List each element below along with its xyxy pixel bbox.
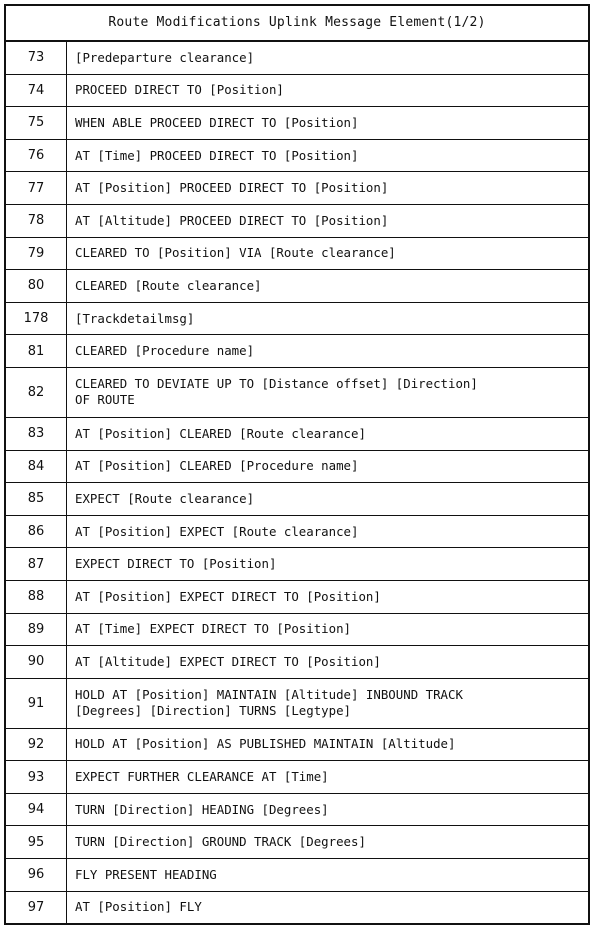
message-number: 178 bbox=[6, 303, 67, 335]
message-text: HOLD AT [Position] MAINTAIN [Altitude] INBOUND TRACK [Degrees] [Direction] TURNS [Legtype] bbox=[75, 687, 463, 719]
message-number: 97 bbox=[6, 892, 67, 924]
table-row bbox=[6, 581, 588, 614]
table-row bbox=[6, 614, 588, 647]
message-text: TURN [Direction] HEADING [Degrees] bbox=[75, 801, 329, 817]
message-number: 95 bbox=[6, 826, 67, 858]
message-text: EXPECT FURTHER CLEARANCE AT [Time] bbox=[75, 769, 329, 785]
message-text: FLY PRESENT HEADING bbox=[75, 866, 217, 882]
message-number: 83 bbox=[6, 418, 67, 450]
message-text: WHEN ABLE PROCEED DIRECT TO [Position] bbox=[75, 114, 359, 130]
message-text: AT [Position] FLY bbox=[75, 899, 202, 915]
table-row bbox=[6, 548, 588, 581]
message-number: 91 bbox=[6, 679, 67, 728]
message-number: 92 bbox=[6, 729, 67, 761]
message-number: 84 bbox=[6, 451, 67, 483]
table-row bbox=[6, 679, 588, 729]
table-body bbox=[6, 42, 588, 923]
message-text: AT [Position] EXPECT DIRECT TO [Position] bbox=[75, 588, 381, 604]
message-number: 93 bbox=[6, 761, 67, 793]
message-number: 96 bbox=[6, 859, 67, 891]
message-number: 78 bbox=[6, 205, 67, 237]
table-row bbox=[6, 729, 588, 762]
message-text: [Trackdetailmsg] bbox=[75, 310, 195, 326]
table-row bbox=[6, 42, 588, 75]
message-number: 87 bbox=[6, 548, 67, 580]
table-row bbox=[6, 368, 588, 418]
message-number: 86 bbox=[6, 516, 67, 548]
table-row bbox=[6, 205, 588, 238]
message-text: AT [Position] CLEARED [Route clearance] bbox=[75, 425, 366, 441]
table-row bbox=[6, 107, 588, 140]
message-number: 85 bbox=[6, 483, 67, 515]
message-text: AT [Position] EXPECT [Route clearance] bbox=[75, 523, 359, 539]
message-number: 77 bbox=[6, 172, 67, 204]
message-text: AT [Time] EXPECT DIRECT TO [Position] bbox=[75, 621, 352, 637]
message-number: 75 bbox=[6, 107, 67, 139]
table-row bbox=[6, 483, 588, 516]
table-row bbox=[6, 794, 588, 827]
message-number: 89 bbox=[6, 614, 67, 646]
message-text: CLEARED TO DEVIATE UP TO [Distance offset] [Direction] OF ROUTE bbox=[75, 376, 478, 408]
table-row bbox=[6, 646, 588, 679]
table-row bbox=[6, 859, 588, 892]
table-row bbox=[6, 270, 588, 303]
message-number: 79 bbox=[6, 238, 67, 270]
message-number: 74 bbox=[6, 75, 67, 107]
table-row bbox=[6, 451, 588, 484]
message-text: EXPECT DIRECT TO [Position] bbox=[75, 556, 277, 572]
message-text: CLEARED TO [Position] VIA [Route clearance] bbox=[75, 245, 396, 261]
message-number: 90 bbox=[6, 646, 67, 678]
message-number: 82 bbox=[6, 368, 67, 417]
table-row bbox=[6, 335, 588, 368]
table-title: Route Modifications Uplink Message Element(1/2) bbox=[6, 6, 588, 42]
message-text: AT [Altitude] EXPECT DIRECT TO [Position] bbox=[75, 653, 381, 669]
table-row bbox=[6, 238, 588, 271]
table-row bbox=[6, 826, 588, 859]
message-text: CLEARED [Route clearance] bbox=[75, 277, 262, 293]
message-number: 94 bbox=[6, 794, 67, 826]
message-element-table bbox=[4, 4, 590, 925]
message-text: EXPECT [Route clearance] bbox=[75, 490, 255, 506]
message-text: CLEARED [Procedure name] bbox=[75, 343, 255, 359]
message-text: AT [Altitude] PROCEED DIRECT TO [Position] bbox=[75, 212, 389, 228]
table-row bbox=[6, 516, 588, 549]
message-text: HOLD AT [Position] AS PUBLISHED MAINTAIN [Altitude] bbox=[75, 736, 456, 752]
table-row bbox=[6, 761, 588, 794]
table-row bbox=[6, 172, 588, 205]
table-row bbox=[6, 303, 588, 336]
message-number: 80 bbox=[6, 270, 67, 302]
table-row bbox=[6, 75, 588, 108]
table-row bbox=[6, 418, 588, 451]
table-row bbox=[6, 140, 588, 173]
message-number: 73 bbox=[6, 42, 67, 74]
message-number: 76 bbox=[6, 140, 67, 172]
message-number: 88 bbox=[6, 581, 67, 613]
message-text: [Predeparture clearance] bbox=[75, 49, 255, 65]
message-number: 81 bbox=[6, 335, 67, 367]
message-text: AT [Position] CLEARED [Procedure name] bbox=[75, 458, 359, 474]
message-text: AT [Time] PROCEED DIRECT TO [Position] bbox=[75, 147, 359, 163]
message-text: PROCEED DIRECT TO [Position] bbox=[75, 82, 284, 98]
message-text: TURN [Direction] GROUND TRACK [Degrees] bbox=[75, 834, 366, 850]
message-text: AT [Position] PROCEED DIRECT TO [Position] bbox=[75, 180, 389, 196]
